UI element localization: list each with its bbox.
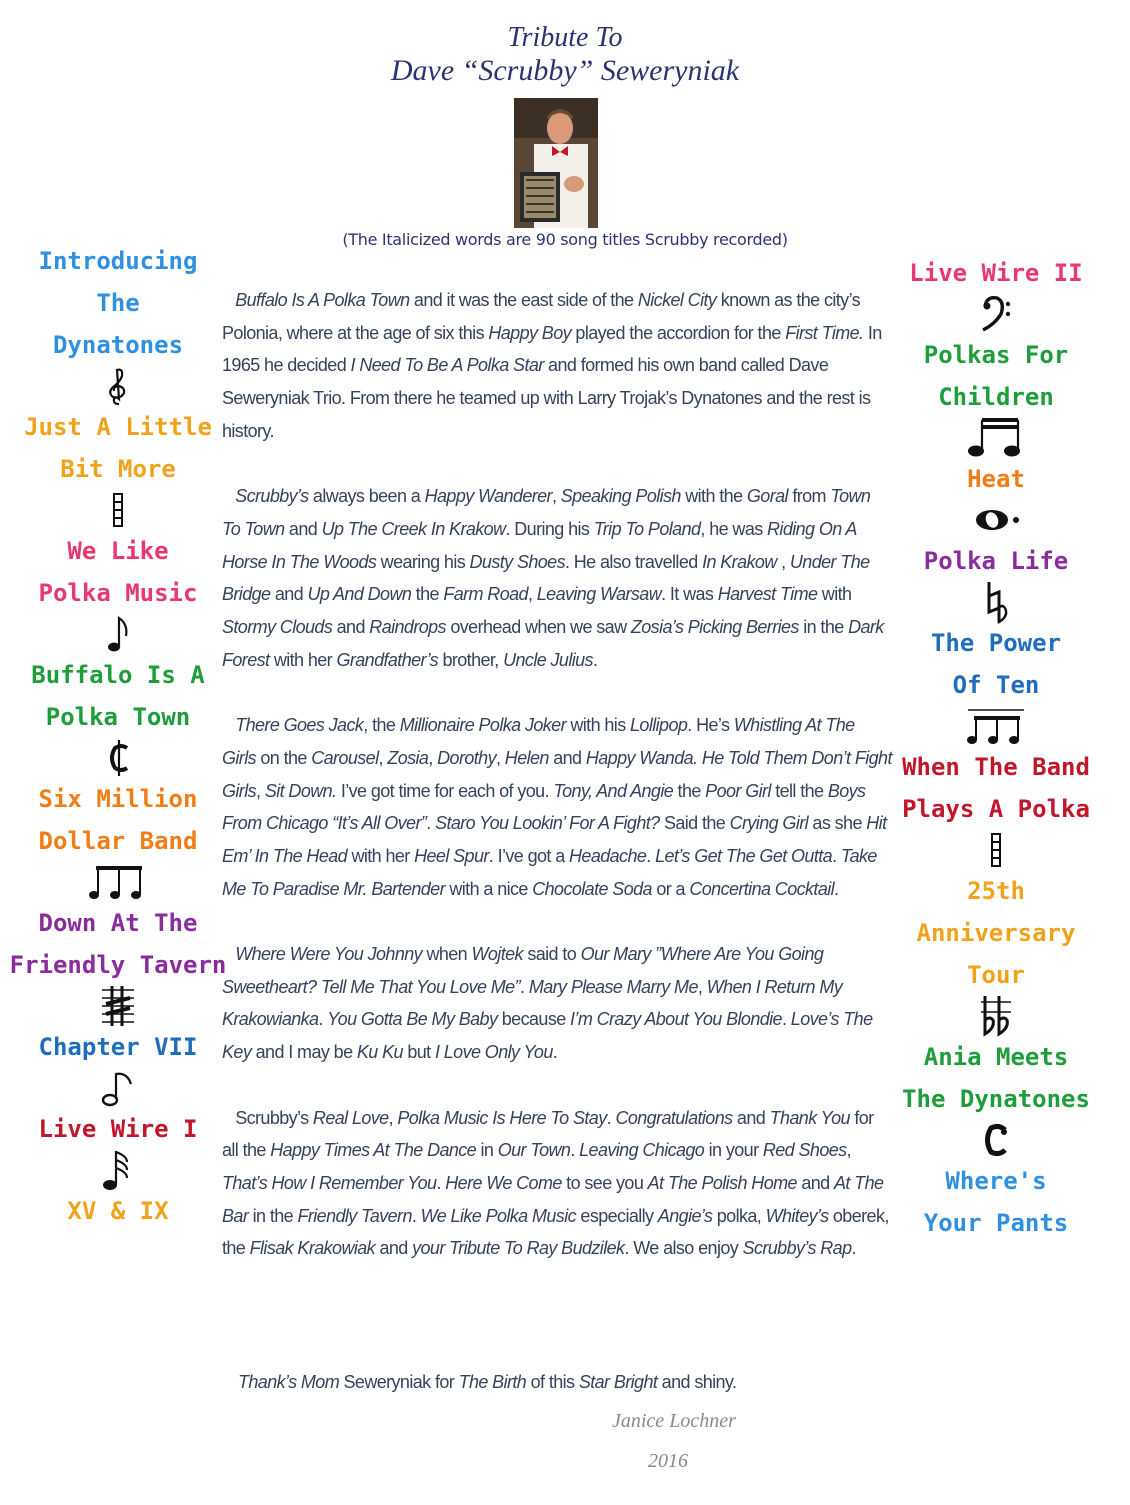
thanks-line: Thank’s Mom Seweryniak for The Birth of this Star Bright and shiny.	[238, 1372, 737, 1392]
right-song-title: Polkas For Children	[923, 341, 1069, 411]
left-song-title: Buffalo Is A Polka Town	[31, 661, 205, 731]
title-line-2: Dave “Scrubby” Seweryniak	[390, 54, 740, 87]
tribute-paragraph: Where Were You Johnny when Wojtek said to Our Mary ”Where Are You Going Sweetheart? Tell Me That You Love Me”. Mary Please Marry Me, When I Return My Krakowianka. You Gotta Be My Baby because I’m Crazy About You Blondie. Love’s The Key and I may be Ku Ku but I Love Only You.	[222, 944, 873, 1063]
scrubby-photo	[514, 98, 598, 228]
right-song-title: Live Wire II	[909, 259, 1083, 287]
double-flat-icon	[886, 996, 1106, 1036]
year: 2016	[648, 1450, 688, 1472]
right-song-title: When The Band Plays A Polka	[902, 753, 1090, 823]
left-song-title: Chapter VII	[38, 1033, 198, 1061]
right-song-title: Polka Life	[923, 547, 1069, 575]
left-song-title: Live Wire I	[38, 1115, 198, 1143]
tribute-paragraph: Scrubby’s Real Love, Polka Music Is Here To Stay. Congratulations and Thank You for all the Happy Times At The Dance in Our Town. Leaving Chicago in your Red Shoes, That’s How I Remember You. Here We Come to see you At The Polish Home and At The Bar in the Friendly Tavern. We Like Polka Music especially Angie’s polka, Whitey’s oberek, the Flisak Krakowiak and your Tribute To Ray Budzilek. We also enjoy Scrubby’s Rap.	[222, 1107, 889, 1259]
right-song-title: Heat	[967, 465, 1025, 493]
treble-clef-icon	[8, 366, 228, 406]
half-note-icon	[8, 1068, 228, 1108]
right-song-column	[886, 252, 1106, 1244]
eighth-note-icon	[8, 614, 228, 654]
right-song-title: Where's Your Pants	[923, 1167, 1069, 1237]
left-song-column	[8, 240, 228, 1232]
thirty-second-note-icon	[8, 1150, 228, 1190]
italic-note: (The Italicized words are 90 song titles Scrubby recorded)	[342, 230, 788, 249]
beamed-sixteenths-icon	[886, 418, 1106, 458]
natural-flat-icon	[886, 582, 1106, 622]
tribute-paragraph: Scrubby’s always been a Happy Wanderer, Speaking Polish with the Goral from Town To Town and Up The Creek In Krakow. During his Trip To Poland, he was Riding On A Horse In The Woods wearing his Dusty Shoes. He also travelled In Krakow , Under The Bridge and Up And Down the Farm Road, Leaving Warsaw. It was Harvest Time with Stormy Clouds and Raindrops overhead when we saw Zosia’s Picking Berries in the Dark Forest with her Grandfather’s brother, Uncle Julius.	[222, 486, 884, 670]
signature: Janice Lochner	[612, 1410, 736, 1432]
title-line-1: Tribute To	[507, 22, 623, 53]
right-song-title: The Power Of Ten	[930, 629, 1062, 699]
whole-note-icon	[886, 500, 1106, 540]
left-song-title: Just A Little Bit More	[24, 413, 212, 483]
right-song-title: Ania Meets The Dynatones	[902, 1043, 1090, 1113]
beamed-notes-icon	[8, 862, 228, 902]
cut-time-icon	[8, 738, 228, 778]
bass-clef-icon	[886, 294, 1106, 334]
left-song-title: Down At The Friendly Tavern	[9, 909, 227, 979]
double-sharp-staff-icon	[8, 986, 228, 1026]
tribute-paragraph: There Goes Jack, the Millionaire Polka Joker with his Lollipop. He’s Whistling At The Girls on the Carousel, Zosia, Dorothy, Helen and Happy Wanda. He Told Them Don’t Fight Girls, Sit Down. I’ve got time for each of you. Tony, And Angie the Poor Girl tell the Boys From Chicago “It’s All Over”. Staro You Lookin’ For A Fight? Said the Crying Girl as she Hit Em’ In The Head with her Heel Spur. I’ve got a Headache. Let’s Get The Get Outta. Take Me To Paradise Mr. Bartender with a nice Chocolate Soda or a Concertina Cocktail.	[222, 715, 892, 899]
sixteenth-note-icon	[886, 830, 1106, 870]
triplet-notes-icon	[886, 706, 1106, 746]
sixteenth-note-icon	[8, 490, 228, 530]
right-song-title: 25th Anniversary Tour	[916, 877, 1076, 989]
common-time-icon	[886, 1120, 1106, 1160]
left-song-title: Six Million Dollar Band	[38, 785, 198, 855]
tribute-paragraph: Buffalo Is A Polka Town and it was the east side of the Nickel City known as the city’s Polonia, where at the age of six this Happy Boy played the accordion for the First Time. In 1965 he decided I Need To Be A Polka Star and formed his own band called Dave Seweryniak Trio. From there he teamed up with Larry Trojak’s Dynatones and the rest is history.	[222, 290, 882, 441]
tribute-body	[222, 284, 892, 1298]
left-song-title: XV & IX	[67, 1197, 169, 1225]
left-song-title: Introducing The Dynatones	[38, 247, 198, 359]
left-song-title: We Like Polka Music	[38, 537, 198, 607]
